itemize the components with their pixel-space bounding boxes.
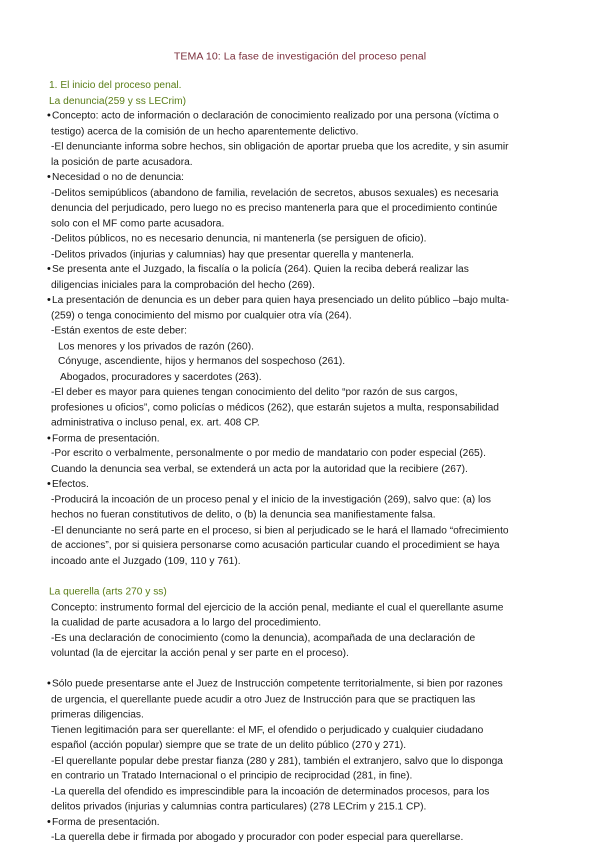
text-line: -Es una declaración de conocimiento (como la denuncia), acompañada de una declaración de — [51, 633, 476, 645]
list-item: •Efectos. — [47, 477, 89, 492]
text-line: -El querellante popular debe prestar fianza (280 y 281), también el extranjero, salvo que lo disponga — [51, 755, 503, 767]
text-line: -Delitos públicos, no es necesario denuncia, ni mantenerla (se persiguen de oficio). — [51, 233, 427, 245]
section-subheading-denuncia: La denuncia(259 y ss LECrim) — [49, 95, 187, 107]
bullet-icon: • — [47, 677, 51, 690]
section-subheading-querella: La querella (arts 270 y ss) — [49, 586, 167, 598]
list-item: •Se presenta ante el Juzgado, la fiscalía o la policía (264). Quien la reciba deberá realizar las — [47, 262, 469, 277]
text-line: denuncia del perjudicado, pero luego no es preciso mantenerla para que el procedimiento continúe — [51, 202, 498, 214]
bullet-icon: • — [47, 432, 51, 445]
section-heading: 1. El inicio del proceso penal. — [49, 80, 182, 92]
list-item: •Concepto: acto de información o declaración de conocimiento realizado por una persona (víctima o — [47, 109, 499, 124]
list-item: •Sólo puede presentarse ante el Juez de Instrucción competente territorialmente, si bien por razones — [47, 677, 503, 692]
bullet-icon: • — [47, 263, 51, 276]
text-line: -La querella debe ir firmada por abogado y procurador con poder especial para querellarse. — [51, 832, 464, 844]
text-line: voluntad (la de ejercitar la acción penal y ser parte en el proceso). — [51, 648, 349, 660]
text-line: de acciones”, por si quisiera personarse como acusación particular cuando el procedimient se haya — [51, 540, 500, 552]
text-line: diligencias iniciales para la comprobación del hecho (269). — [51, 280, 315, 291]
text-line: Cónyuge, ascendiente, hijos y hermanos del sospechoso (261). — [58, 356, 346, 368]
text-line: español (acción popular) siempre que se trate de un delito público (270 y 271). — [51, 740, 407, 752]
text-line: Tienen legitimación para ser querellante: el MF, el ofendido o perjudicado y cualquier ciudadano — [51, 725, 484, 737]
list-item: •La presentación de denuncia es un deber para quien haya presenciado un delito público –bajo multa- — [47, 293, 509, 308]
bullet-icon: • — [47, 109, 51, 122]
text-line: -Delitos privados (injurias y calumnias) hay que presentar querella y mantenerla. — [51, 249, 414, 261]
bullet-icon: • — [47, 171, 51, 184]
text-line: de urgencia, el querellante puede acudir a otro Juez de Instrucción para que se practiquen las — [51, 694, 476, 706]
text-line: la cualidad de parte acusadora a lo largo del procedimiento. — [51, 617, 322, 629]
text-line: solo con el MF como parte acusadora. — [51, 218, 225, 230]
text-line: -Producirá la incoación de un proceso penal y el inicio de la investigación (269), salvo que: (a) los — [51, 494, 492, 506]
text-line: profesiones u oficios”, como policías o médicos (262), que estarán sujetos a multa, responsabilidad — [51, 402, 499, 414]
text-line: testigo) acerca de la comisión de un hecho aparentemente delictivo. — [51, 126, 359, 138]
text-line: (259) o tenga conocimiento del mismo por cualquier otra vía (264). — [51, 310, 352, 322]
text-line: delitos privados (injurias y calumnias contra particulares) (278 LECrim y 215.1 CP). — [51, 801, 427, 813]
list-item: •Forma de presentación. — [47, 431, 160, 446]
text-line: Cuando la denuncia sea verbal, se extenderá un acta por la autoridad que la recibiere (267). — [51, 464, 468, 475]
text-line: -El deber es mayor para quienes tengan conocimiento del delito “por razón de sus cargos, — [51, 386, 458, 398]
text-line: -El denunciante no será parte en el proceso, si bien al perjudicado se le hará el llamado “ofrecimiento — [51, 525, 509, 537]
page-title: TEMA 10: La fase de investigación del proceso penal — [173, 50, 427, 63]
bullet-icon: • — [47, 816, 51, 829]
text-line: Concepto: instrumento formal del ejercicio de la acción penal, mediante el cual el querellante asume — [51, 602, 504, 614]
text-line: administrativa o incluso penal, ex. art. 408 CP. — [51, 417, 260, 429]
text-line: -Por escrito o verbalmente, personalmente o por medio de mandatario con poder especial (265). — [51, 448, 486, 460]
text-line: la posición de parte acusadora. — [51, 157, 193, 169]
text-line: en contrario un Tratado Internacional o el principio de reciprocidad (281, in fine). — [51, 770, 413, 782]
text-line: -La querella del ofendido es imprescindible para la incoación de determinados procesos, para los — [51, 786, 490, 798]
bullet-icon: • — [47, 477, 51, 490]
text-line: -El denunciante informa sobre hechos, sin obligación de aportar prueba que los acredite, y sin asumir — [51, 141, 509, 153]
text-line: incoado ante el Juzgado (109, 110 y 761). — [51, 556, 241, 567]
text-line: Abogados, procuradores y sacerdotes (263). — [60, 372, 262, 383]
list-item: •Forma de presentación. — [47, 815, 160, 830]
text-line: Los menores y los privados de razón (260). — [58, 341, 254, 353]
text-line: -Delitos semipúblicos (abandono de familia, revelación de secretos, abusos sexuales) es necesaria — [51, 188, 499, 199]
list-item: •Necesidad o no de denuncia: — [47, 170, 184, 185]
text-line: primeras diligencias. — [51, 709, 144, 721]
text-line: -Están exentos de este deber: — [51, 325, 187, 337]
bullet-icon: • — [47, 293, 51, 306]
text-line: hechos no fueran constitutivos de delito, o (b) la denuncia sea manifiestamente falsa. — [51, 509, 436, 521]
